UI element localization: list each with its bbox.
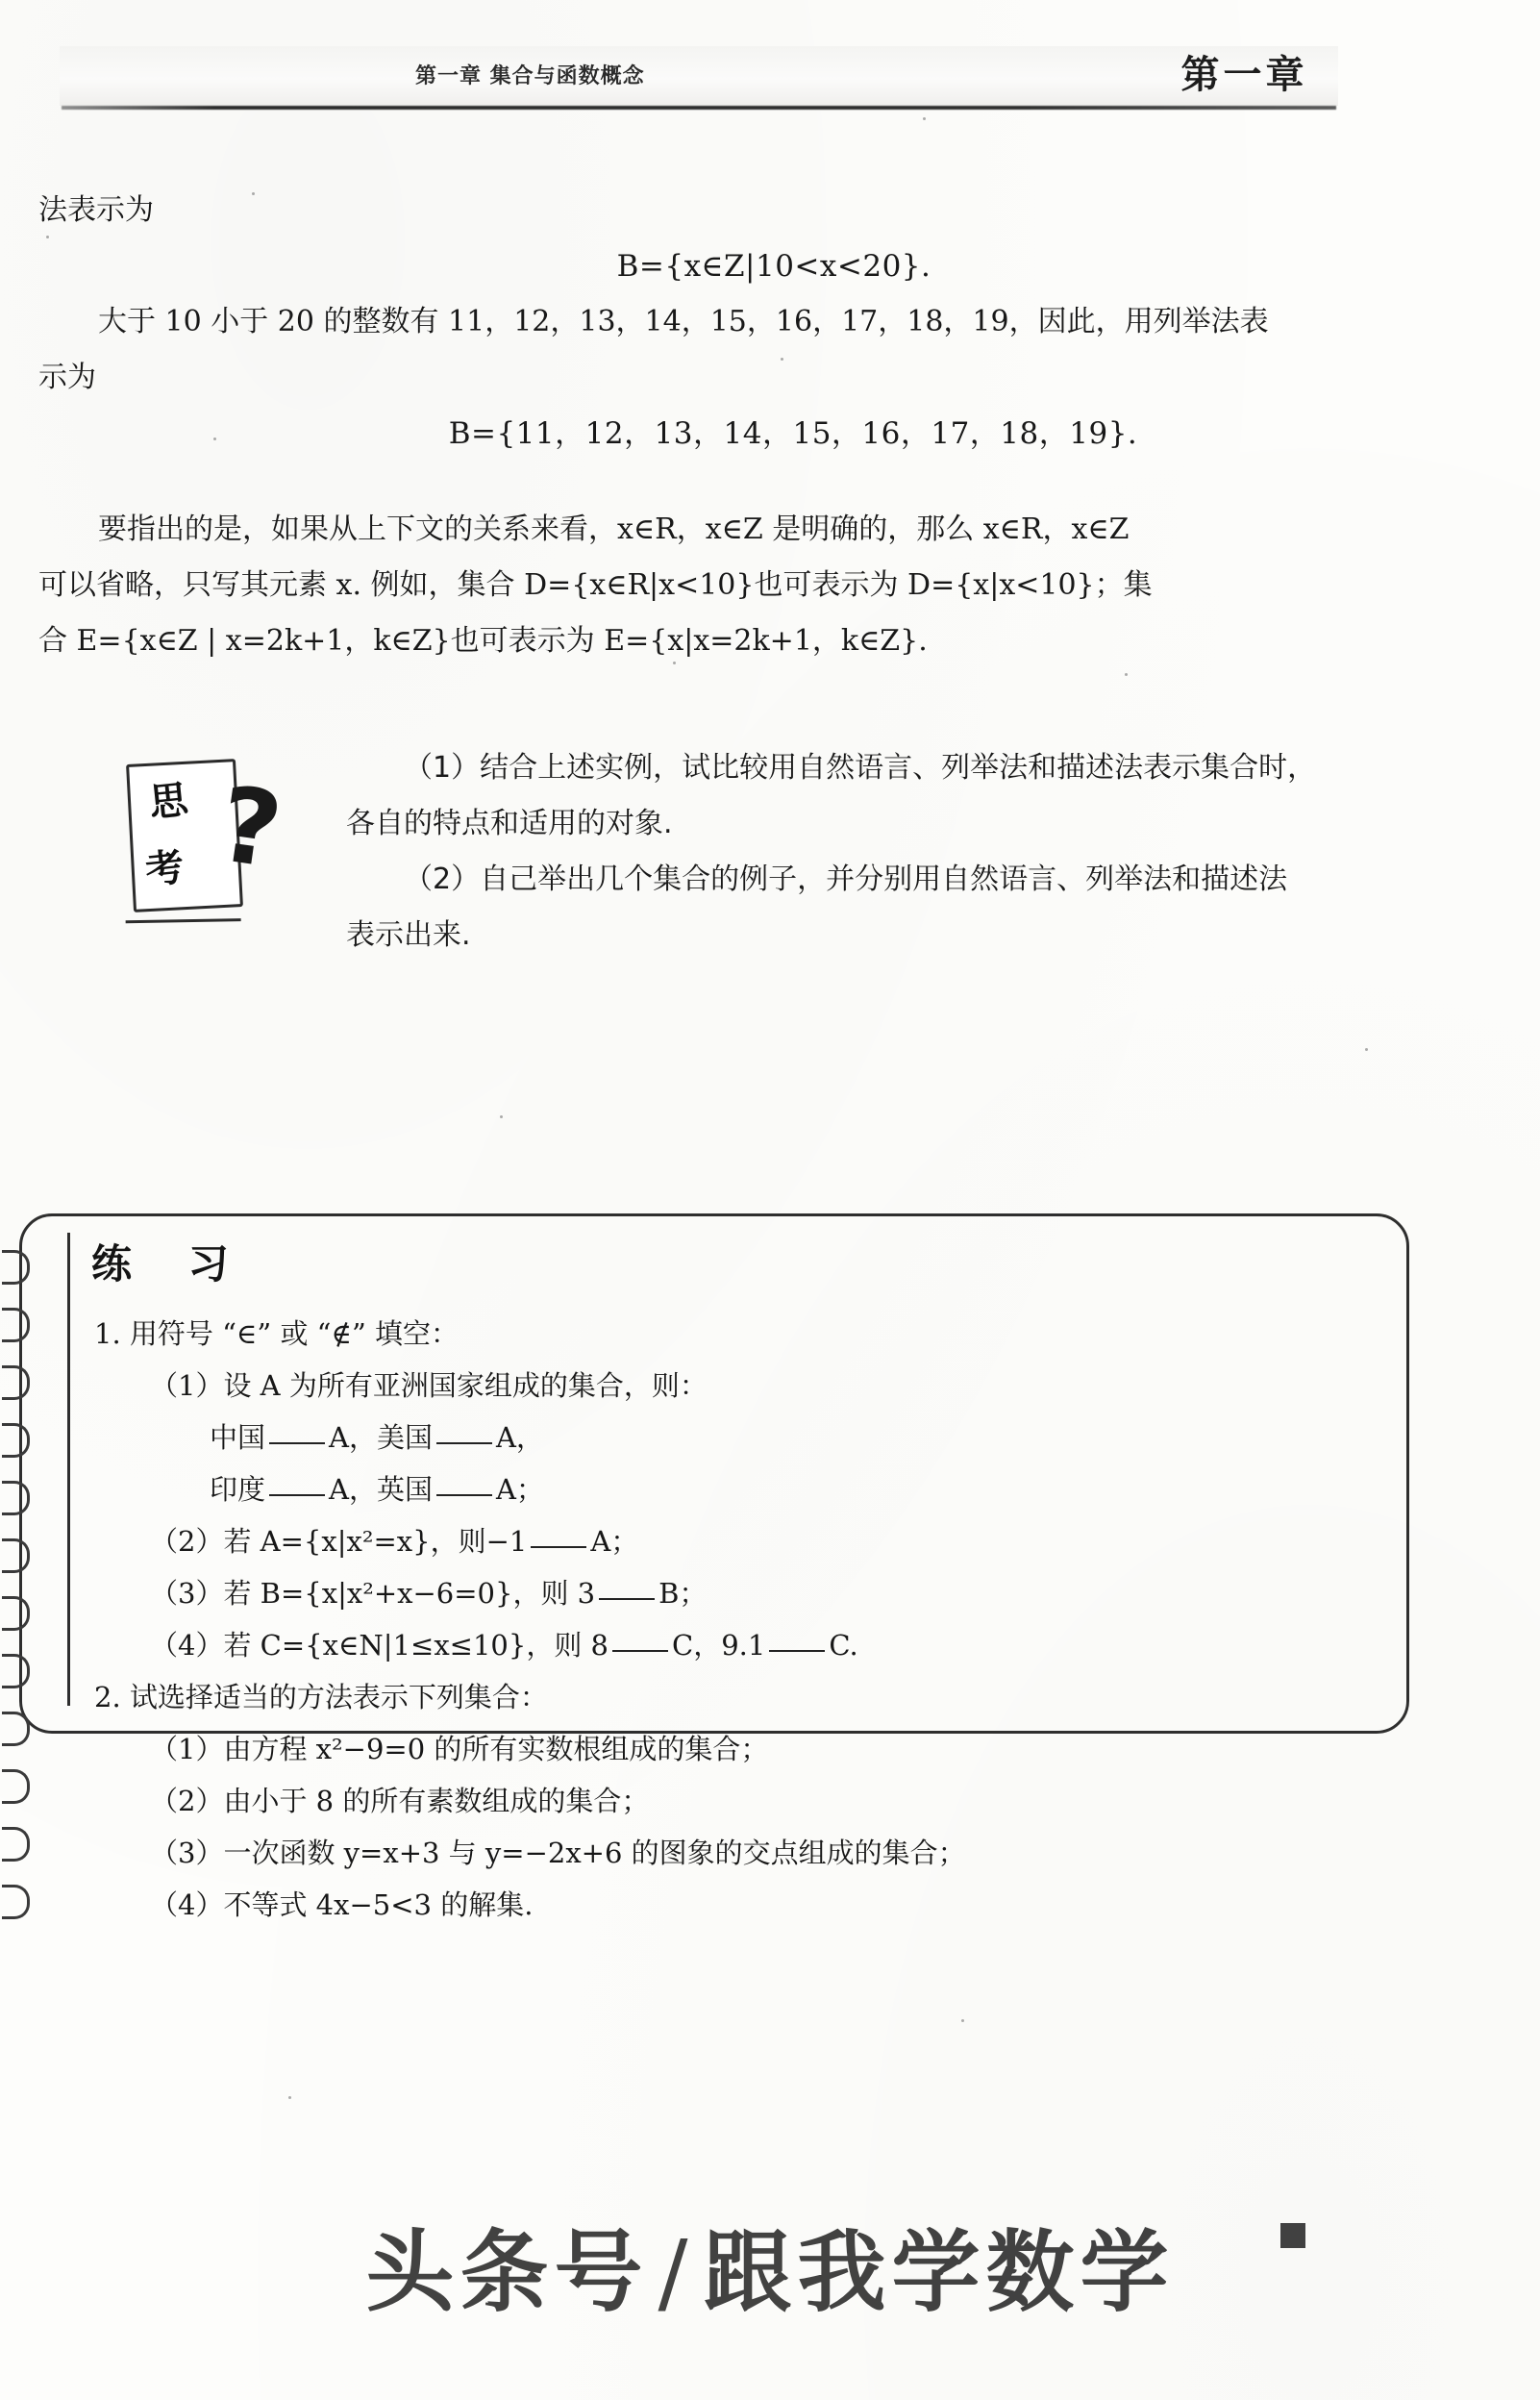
body-line-1: 法表示为 [38,193,154,227]
header-band [60,46,1338,106]
exercise-1: 1. 用符号 “∈” 或 “∉” 填空： [94,1317,459,1350]
binding-ring-2 [2,1308,30,1342]
header-rule [62,106,1336,110]
exercise-1-4-pre: （4）若 C={x∈N|1≤x≤10}，则 8 [150,1629,609,1662]
watermark-slash: / [658,2221,694,2324]
binding-ring-3 [2,1365,30,1400]
answer-blank-8-in-c[interactable] [612,1650,668,1652]
scan-speck [923,117,926,120]
exercise-box-inner-rule [67,1233,70,1706]
body-line-6: 合 E={x∈Z | x=2k+1，k∈Z}也可表示为 E={x|x=2k+1，k∈Z}. [38,624,928,658]
exercise-2-4: （4）不等式 4x−5<3 的解集. [150,1888,534,1921]
question-mark-icon: ? [211,764,289,892]
exercise-title: 练 习 [91,1240,250,1288]
thinking-q2-line1: （2）自己举出几个集合的例子，并分别用自然语言、列举法和描述法 [404,862,1288,896]
header-chapter-tab: 第一章 [1180,53,1308,97]
thinking-q1-line1: （1）结合上述实例，试比较用自然语言、列举法和描述法表示集合时， [404,751,1317,785]
scan-speck [46,236,49,238]
scan-speck [252,192,255,195]
exercise-1-4 [94,1619,1373,1671]
exercise-1-1a-pre: 中国 [210,1421,266,1454]
exercise-1-4-post: C. [829,1629,858,1662]
scan-speck [1365,1048,1368,1051]
answer-blank-91-in-c[interactable] [769,1650,825,1652]
scan-speck [781,358,783,361]
exercise-list [94,1308,1373,1931]
exercise-1-3-post: B； [658,1577,708,1610]
exercise-2-3: （3）一次函数 y=x+3 与 y=−2x+6 的图象的交点组成的集合； [150,1837,966,1869]
binding-ring-4 [2,1423,30,1458]
scan-speck [500,1115,503,1118]
exercise-1-2-pre: （2）若 A={x|x²=x}，则−1 [150,1525,528,1558]
scan-speck [213,438,216,440]
exercise-2: 2. 试选择适当的方法表示下列集合： [94,1681,548,1713]
header-chapter-title: 第一章 集合与函数概念 [415,64,645,88]
answer-blank-india[interactable] [269,1494,325,1496]
binding-ring-7 [2,1596,30,1631]
formula-b-descriptive: B={x∈Z|10<x<20}. [616,249,931,284]
answer-blank-3-in-b[interactable] [599,1598,655,1600]
exercise-1-1b-pre: 印度 [210,1473,266,1506]
binding-ring-9 [2,1712,30,1746]
answer-blank-china[interactable] [269,1442,325,1444]
exercise-1-1a-post: A， [495,1421,544,1454]
answer-blank-usa[interactable] [436,1442,492,1444]
exercise-1-1b-post: A； [495,1473,544,1506]
binding-ring-6 [2,1538,30,1573]
thinking-questions [346,740,1509,963]
scan-speck [961,2019,964,2022]
body-line-4: 要指出的是，如果从上下文的关系来看，x∈R，x∈Z 是明确的，那么 x∈R，x∈Z [98,512,1130,546]
exercise-1-1a-mid: A，美国 [329,1421,433,1454]
thinking-icon [120,750,298,918]
exercise-1-4-mid: C，9.1 [672,1629,766,1662]
exercise-2-1: （1）由方程 x²−9=0 的所有实数根组成的集合； [150,1733,769,1765]
thinking-icon-char-bottom: 考 [143,845,186,893]
paragraph-gap [38,462,1509,502]
exercise-1-3-pre: （3）若 B={x|x²+x−6=0}，则 3 [150,1577,596,1610]
binding-ring-1 [2,1250,30,1285]
exercise-1-1-row-a [94,1412,1373,1463]
page-header [60,46,1338,112]
body-text [38,183,1509,669]
binding-ring-5 [2,1481,30,1515]
answer-blank-uk[interactable] [436,1494,492,1496]
watermark-tick-mark [1280,2223,1305,2248]
binding-ring-8 [2,1654,30,1688]
exercise-1-2-post: A； [590,1525,639,1558]
body-line-3: 示为 [38,361,96,394]
watermark [0,2202,1540,2329]
binding-ring-11 [2,1827,30,1862]
exercise-1-3 [94,1567,1373,1619]
binding-ring-10 [2,1769,30,1804]
watermark-left: 头条号 [365,2221,649,2324]
thinking-q1-line2: 各自的特点和适用的对象. [346,807,673,840]
answer-blank-neg1-in-a[interactable] [531,1546,586,1548]
body-line-5: 可以省略，只写其元素 x. 例如，集合 D={x∈R|x<10}也可表示为 D={x|x<10}；集 [38,568,1153,602]
exercise-1-2 [94,1515,1373,1567]
scan-speck [673,662,676,664]
thinking-q2-line2: 表示出来. [346,918,471,952]
exercise-1-1: （1）设 A 为所有亚洲国家组成的集合，则： [150,1369,708,1402]
binding-ring-12 [2,1885,30,1919]
watermark-right: 跟我学数学 [703,2221,1175,2324]
exercise-1-1-row-b [94,1463,1373,1515]
body-line-2: 大于 10 小于 20 的整数有 11，12，13，14，15，16，17，18，19，因此，用列举法表 [98,305,1269,338]
scan-speck [1125,673,1128,676]
thinking-icon-char-top: 思 [147,778,190,826]
scan-speck [288,2096,291,2099]
exercise-1-1b-mid: A，英国 [329,1473,433,1506]
exercise-2-2: （2）由小于 8 的所有素数组成的集合； [150,1785,650,1817]
formula-b-roster: B={11，12，13，14，15，16，17，18，19}. [448,416,1138,451]
